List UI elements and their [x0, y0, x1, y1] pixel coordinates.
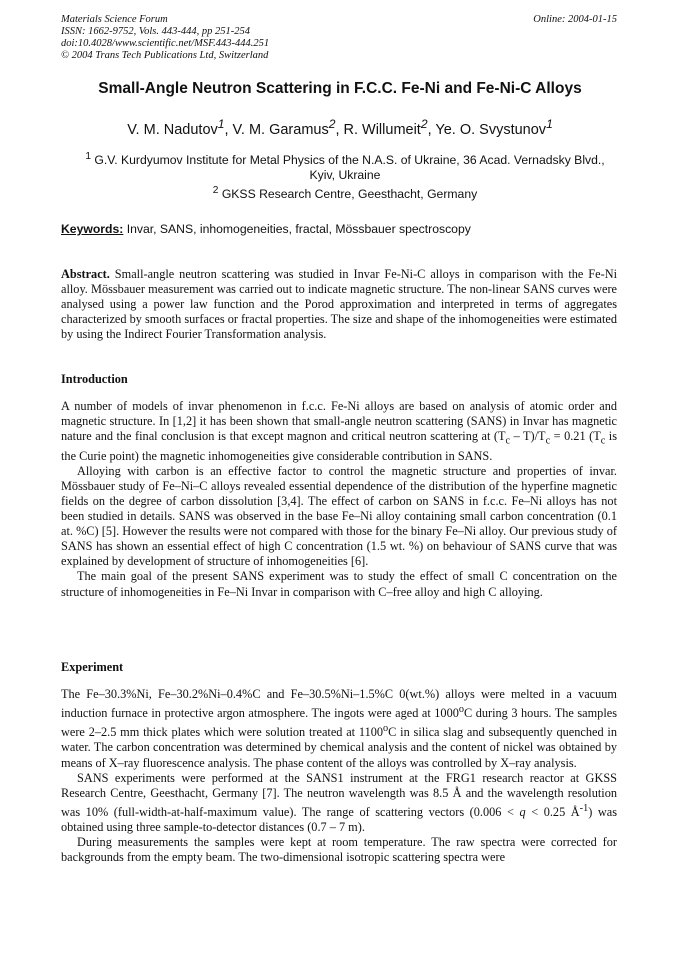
affiliation-1-cont: Kyiv, Ukraine [309, 168, 381, 183]
keywords [61, 222, 621, 236]
affiliations [75, 149, 615, 202]
paragraph: The main goal of the present SANS experiment was to study the effect of small C concentration on the structure of inhomogeneities in Fe–Ni Invar in comparison with C–free alloy and high C alloying. [61, 569, 617, 599]
paragraph: A number of models of invar phenomenon in f.c.c. Fe-Ni alloys are based on analysis of atomic order and magnetic structure. In [1,2] it has been shown that small-angle neutron scattering (SANS) in Invar has magnetic nature and the final conclusion is that except magnon and critical neutron scattering at $(T_c - T)/T_c = 0.21$ ($T_c$ is the Curie point) the magnetic inhomogeneities give considerable contribution in SANS. [61, 399, 617, 463]
author-affil-sup: 2 [420, 117, 428, 131]
affiliation-2: $^2$ GKSS Research Centre, Geesthacht, Germany [212, 185, 478, 202]
journal-name: Materials Science Forum [61, 14, 168, 25]
author-name: V. M. Garamus [232, 121, 329, 138]
paper-title: Small-Angle Neutron Scattering in F.C.C. Fe-Ni and Fe-Ni-C Alloys [98, 80, 582, 97]
abstract [61, 267, 617, 342]
copyright-line: © 2004 Trans Tech Publications Ltd, Switzerland [61, 50, 269, 61]
author-affil-sup: 1 [546, 117, 553, 131]
affiliation-1: $^1$ G.V. Kurdyumov Institute for Metal Physics of the N.A.S. of Ukraine, 36 Acad. Vernadsky Blvd., [85, 151, 605, 168]
journal-header [61, 14, 617, 62]
author-affil-sup: 2 [328, 117, 336, 131]
author-affil-sup: 1 [217, 117, 225, 131]
paragraph: Alloying with carbon is an effective factor to control the magnetic structure and properties of invar. Mössbauer study of Fe–Ni–C alloys revealed essential dependence of the distribution of the hyperfine magnetic fields on the degree of carbon dissolution [3,4]. The effect of carbon on SANS in f.c.c. Fe–Ni alloys has not been studied in details. SANS was observed in the base Fe–Ni alloy containing small carbon concentration (0.1 at. %C) [5]. However the results were not compared with those for the binary Fe–Ni alloy. Our previous study of SANS has shown an essential effect of high C concentration (1.5 wt. %) on behaviour of SANS curve that was explained by development of structure of inhomogeneities [6]. [61, 463, 617, 569]
author-name: R. Willumeit [343, 121, 421, 138]
keywords-label: Keywords: [61, 222, 124, 236]
author-list: V. M. Nadutov$^1$, V. M. Garamus$^2$, R. Willumeit$^2$, Ye. O. Svystunov$^1$ [127, 117, 553, 138]
experiment-heading: Experiment [61, 660, 124, 674]
paragraph: During measurements the samples were kept at room temperature. The raw spectra were corrected for backgrounds from the empty beam. The two-dimensional isotropic scattering spectra were [61, 835, 617, 865]
abstract-text: Small-angle neutron scattering was studied in Invar Fe-Ni-C alloys in comparison with the Fe-Ni alloy. Mössbauer measurement was carried out to indicate magnetic structure. The non-linear SANS curves were analysed using a power law function and the Porod approximation and interpreted in terms of aggregates characterized by smooth surfaces or fractal properties. The size and shape of the inhomogeneities were estimated by using the Indirect Fourier Transformation analysis. [61, 267, 617, 342]
introduction-heading: Introduction [61, 372, 128, 386]
abstract-label: Abstract. [61, 267, 110, 281]
paragraph: SANS experiments were performed at the SANS1 instrument at the FRG1 research reactor at GKSS Research Centre, Geesthacht, Germany [7]. The neutron wavelength was 8.5 Å and the wavelength resolution was 10% (full-width-at-half-maximum value). The range of scattering vectors (0.006 < q < 0.25 $Å^{-1}$) was obtained using three sample-to-detector distances (0.7 – 7 m). [61, 770, 617, 835]
online-date: Online: 2004-01-15 [533, 14, 617, 25]
paragraph: The Fe–30.3%Ni, Fe–30.2%Ni–0.4%C and Fe–30.5%Ni–1.5%C 0(wt.%) alloys were melted in a vacuum induction furnace in protective argon atmosphere. The ingots were aged at 1000$^o$C during 3 hours. The samples were 2–2.5 mm thick plates which were solution treated at 1100$^o$C in silica slag and subsequently quenched in water. The carbon concentration was determined by chemical analysis and the content of nickel was obtained by means of X–ray fluorescence analysis. The phase content of the alloys was controlled by X–ray analysis. [61, 687, 617, 770]
introduction-section [61, 399, 617, 600]
experiment-section [61, 687, 617, 865]
author-name: V. M. Nadutov [127, 121, 218, 138]
author-name: Ye. O. Svystunov [435, 121, 547, 138]
doi-line: doi:10.4028/www.scientific.net/MSF.443-444.251 [61, 38, 270, 49]
keywords-text: Invar, SANS, inhomogeneities, fractal, Mössbauer spectroscopy [126, 222, 471, 236]
issn-line: ISSN: 1662-9752, Vols. 443-444, pp 251-254 [61, 26, 250, 37]
